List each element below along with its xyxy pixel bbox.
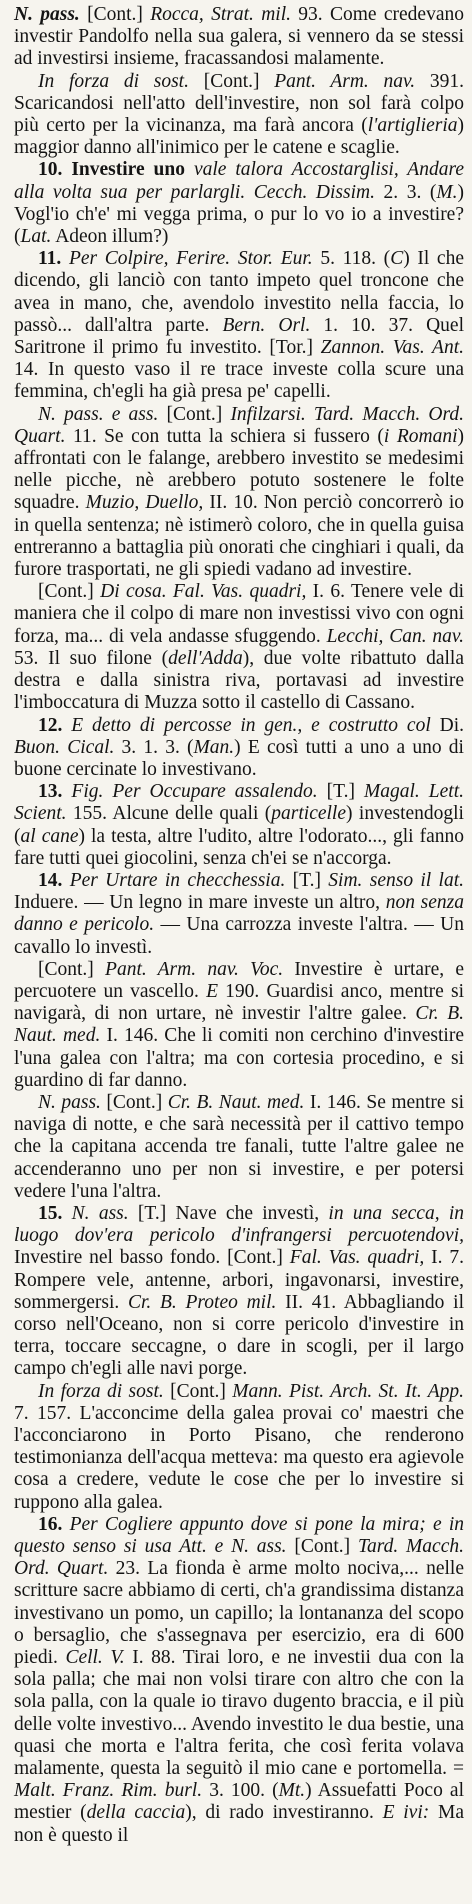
text-run: vale talora Accostarglisi, Andare alla volta sua per parlargli. Cecch. Dissim. <box>14 159 464 203</box>
text-run: Fal. Vas. quadri, <box>289 1247 425 1269</box>
text-run: E detto di percosse in gen., e costrutto col <box>71 714 431 736</box>
text-run: 155. Alcune delle quali ( <box>66 803 272 825</box>
text-run: ) Assuefatti Poco al mestier ( <box>14 1780 464 1824</box>
text-run: ), di rado investiranno. <box>185 1802 383 1824</box>
text-run: 11. <box>38 248 69 270</box>
text-run: Mann. Pist. Arch. St. It. App. <box>232 1380 465 1402</box>
text-run: 53. Il suo filone ( <box>14 647 169 669</box>
text-run: Cell. V. <box>65 1647 125 1669</box>
text-run: ), due volte ribattuto dalla destra e dalla sinistra riva, portavasi ad investire l'imboccatura di Muzza sotto il castello di Cassano. <box>14 647 465 714</box>
text-run: [Cont.] <box>38 958 106 980</box>
text-run: Sim. senso il lat. <box>328 869 464 891</box>
text-run: Lat. <box>20 226 52 248</box>
text-run: C <box>390 248 404 270</box>
text-run: N. pass. <box>14 4 80 25</box>
text-run: Ma non è questo il <box>14 1802 464 1846</box>
text-run: 10. Investire uno <box>38 159 194 181</box>
text-run: Per Urtare in checchessia. <box>69 869 286 891</box>
text-run: Cr. B. Naut. med. <box>167 1091 305 1113</box>
text-run: I. 146. Se mentre si naviga di notte, e che sarà necessità per il cattivo tempo che la capitana accenda tre fanali, tutte l'altre galee ne accenderanno uno per non si investire, e per potersi vedere l'una l'altra. <box>14 1091 464 1202</box>
text-run: dell'Adda <box>168 647 243 669</box>
text-run: N. pass. e ass. <box>38 403 159 425</box>
text-run: I. 7. Rompere vele, antenne, arbori, ingavonarsi, investire, sommergersi. <box>14 1247 464 1313</box>
text-run: Buon. Cical. <box>14 736 115 758</box>
entry-paragraph <box>14 581 464 714</box>
text-run: [T.] <box>285 869 329 891</box>
text-run: i Romani <box>383 425 458 447</box>
entry-paragraph <box>14 959 464 1092</box>
text-run: Magal. Lett. Scient. <box>14 781 465 825</box>
text-run: 13. <box>38 781 72 803</box>
text-run: I. 146. Che li comiti non cerchino d'investire l'una galea con l'altra; ma con cortesia procedino, e si guardino di far danno. <box>14 1025 464 1091</box>
text-run: Fig. Per Occupare assalendo. <box>71 781 318 803</box>
entry-paragraph <box>14 159 464 248</box>
text-run: Tard. Macch. Ord. Quart. <box>14 1536 464 1580</box>
text-run: In forza di sost. <box>38 1380 164 1402</box>
text-run: 93. Come credevano investir Pandolfo nella sua galera, si vennero da se stessi ad investirsi insieme, fracassandosi malamente. <box>14 4 464 70</box>
text-run: ) Vogl'io ch'e' mi vegga prima, o pur lo vo io a investire? ( <box>14 181 464 248</box>
text-run: N. pass. <box>38 1091 101 1113</box>
text-run: Investire nel basso fondo. [Cont.] <box>14 1247 290 1269</box>
text-run: [T.] Nave che investì, <box>128 1202 329 1224</box>
text-run: E <box>206 980 218 1002</box>
text-run: ) affrontati con le falange, arebbero investito se medesimi nelle picche, nè arebbero potuto sostenere le folte squadre. <box>14 425 464 514</box>
text-run: II. 41. Abbagliando il corso nell'Oceano, non si corre pericolo d'investire in terra, toccare seccagne, o dare in scogli, per il largo campo ch'egli alle navi porge. <box>14 1291 464 1380</box>
text-run: particelle <box>271 803 347 825</box>
text-run: Pant. Arm. nav. Voc. <box>105 958 284 980</box>
text-run: 16. <box>38 1513 70 1535</box>
text-run: [Cont.] <box>188 70 275 92</box>
text-run: In forza di sost. <box>38 70 189 92</box>
entry-paragraph <box>14 1381 464 1514</box>
text-run: Cr. B. Proteo mil. <box>127 1291 277 1313</box>
text-run: 3. 100. ( <box>202 1780 279 1802</box>
text-run: Di. <box>430 714 465 736</box>
entry-paragraph <box>14 404 464 582</box>
text-run: Lecchi, Can. nav. <box>326 625 464 647</box>
text-run: Infilzarsi. Tard. Macch. Ord. Quart. <box>14 403 464 447</box>
text-run: 2. 3. ( <box>374 181 437 203</box>
text-run: Bern. Orl. <box>222 314 311 336</box>
text-run: ) Il che dicendo, gli lanciò con tanto impeto quel troncone che avea in mano, che, avendolo investito nella faccia, lo passò... dall'altra parte. <box>14 248 464 336</box>
text-run: ) maggior danno all'inimico per le catene e scaglie. <box>14 115 464 159</box>
text-run: N. ass. <box>71 1202 129 1224</box>
entry-paragraph <box>14 71 464 160</box>
text-run: Investire è urtare, e percuotere un vascello. <box>14 958 464 1002</box>
text-run: 11. Se con tutta la schiera si fussero ( <box>65 425 384 447</box>
text-run: Di cosa. Fal. Vas. quadri, <box>100 581 307 603</box>
entry-paragraph <box>14 1203 464 1381</box>
text-run: l'artiglieria <box>367 115 458 137</box>
text-run: ) E così tutti a uno a uno di buone cercinate lo investivano. <box>14 736 464 780</box>
text-run: Man. <box>193 736 235 758</box>
text-run: 12. <box>38 714 72 736</box>
text-run: 23. La fionda è arme molto nociva,... nelle scritture sacre abbiamo di certi, ch'a grandissima distanza investivano un pomo, un capillo; la lontananza del scopo o bersaglio, che s'assegnava per esercizio, era di 600 piedi. <box>14 1558 464 1669</box>
entry-paragraph <box>14 870 464 959</box>
text-run: Per Cogliere appunto dove si pone la mira; e in questo senso si usa Att. e N. ass. <box>14 1513 464 1558</box>
text-run: Induere. — Un legno in mare investe un altro, <box>14 892 386 914</box>
text-run: in una secca, in luogo dov'era pericolo d'infrangersi percuotendovi, <box>14 1202 465 1247</box>
text-run: I. 88. Tirai loro, e ne investii dua con la sola palla; che mai non volsi tirare con altro che con la sola palla, con la quale io tiravo dugento braccia, e il più delle volte investivo... Avendo investito le dua bestie, una quasi che morta e l'altra ferita, che così ferita volava malamente, questa la seguitò il mio cane e portomella. = <box>14 1647 465 1780</box>
text-run: 3. 1. 3. ( <box>114 736 194 758</box>
text-run: [T.] <box>317 781 364 803</box>
entry-paragraph <box>14 1514 464 1847</box>
text-run: ) la testa, altre l'udito, altre l'odorato..., gli fanno fare tutti quei giocolini, senza ch'ei se n'accorga. <box>14 825 464 869</box>
text-run: E ivi: <box>382 1802 430 1824</box>
entry-paragraph <box>14 248 464 403</box>
text-run: Malt. Franz. Rim. burl. <box>14 1780 203 1802</box>
text-run: ) investendogli ( <box>14 803 464 847</box>
text-run: I. 6. Tenere vele di maniera che il colpo di mare non investissi vivo con ogni forza, ma... di vela andasse sfuggendo. <box>14 581 465 647</box>
text-run: II. 10. Non perciò concorrerò io in quella sentenza; nè istimerò coloro, che in quella guisa entreranno a battaglia più onorati che cinghiari i quali, da furore trasportati, ne gli spiedi vadano ad investire. <box>14 492 464 581</box>
text-run: [Cont.] <box>158 403 231 425</box>
entry-paragraph <box>14 715 464 782</box>
text-run: [Cont.] <box>79 4 151 25</box>
text-run: 14. In questo vaso il re trace investe colla scure una femmina, ch'egli ha già presa pe' capelli. <box>14 359 464 403</box>
text-run: [Cont.] <box>163 1380 233 1402</box>
text-run: 190. Guardisi anco, mentre si navigarà, di non urtare, nè investir l'altre galee. <box>14 980 464 1025</box>
text-run: Zannon. Vas. Ant. <box>320 337 464 359</box>
text-run: 14. <box>38 869 70 891</box>
text-run: Adeon illum?) <box>51 226 169 248</box>
text-run: [Cont.] <box>286 1536 358 1558</box>
text-run: 7. 157. L'acconcime della galea provai co' maestri che l'acconciarono in Porto Pisano, che renderono testimonianza dell'acqua metteva: ma questo era agievole cosa a credere, vedute le cose che per lo investire si ruppono alla galea. <box>14 1402 464 1513</box>
text-run: [Cont.] <box>38 581 101 603</box>
text-run: [Cont.] <box>100 1091 168 1113</box>
text-run: Pant. Arm. nav. <box>274 70 416 92</box>
entry-paragraph <box>14 781 464 870</box>
text-run: 1. 10. 37. Quel Saritrone il primo fu investito. [Tor.] <box>14 314 464 359</box>
text-run: Mt. <box>278 1780 306 1802</box>
text-run: Muzio, Duello, <box>85 492 204 514</box>
text-run: Per Colpire, Ferire. Stor. Eur. <box>68 248 313 270</box>
text-run: 391. Scaricandosi nell'atto dell'investire, non sol farà colpo più certo per la vicinanza, ma farà ancora ( <box>14 70 464 137</box>
text-run: — Una carrozza investe l'altra. — Un cavallo lo investì. <box>14 914 464 958</box>
text-run: 5. 118. ( <box>312 248 391 270</box>
text-run: Cr. B. Naut. med. <box>14 1003 464 1047</box>
text-run: non senza danno e pericolo. <box>14 892 465 936</box>
text-run: della caccia <box>86 1802 186 1824</box>
text-run: M. <box>436 181 458 203</box>
text-run: al cane <box>20 825 79 847</box>
entry-paragraph <box>14 4 464 71</box>
text-run: 15. <box>38 1202 72 1224</box>
entry-paragraph <box>14 1092 464 1203</box>
text-run: Rocca, Strat. mil. <box>150 4 291 25</box>
